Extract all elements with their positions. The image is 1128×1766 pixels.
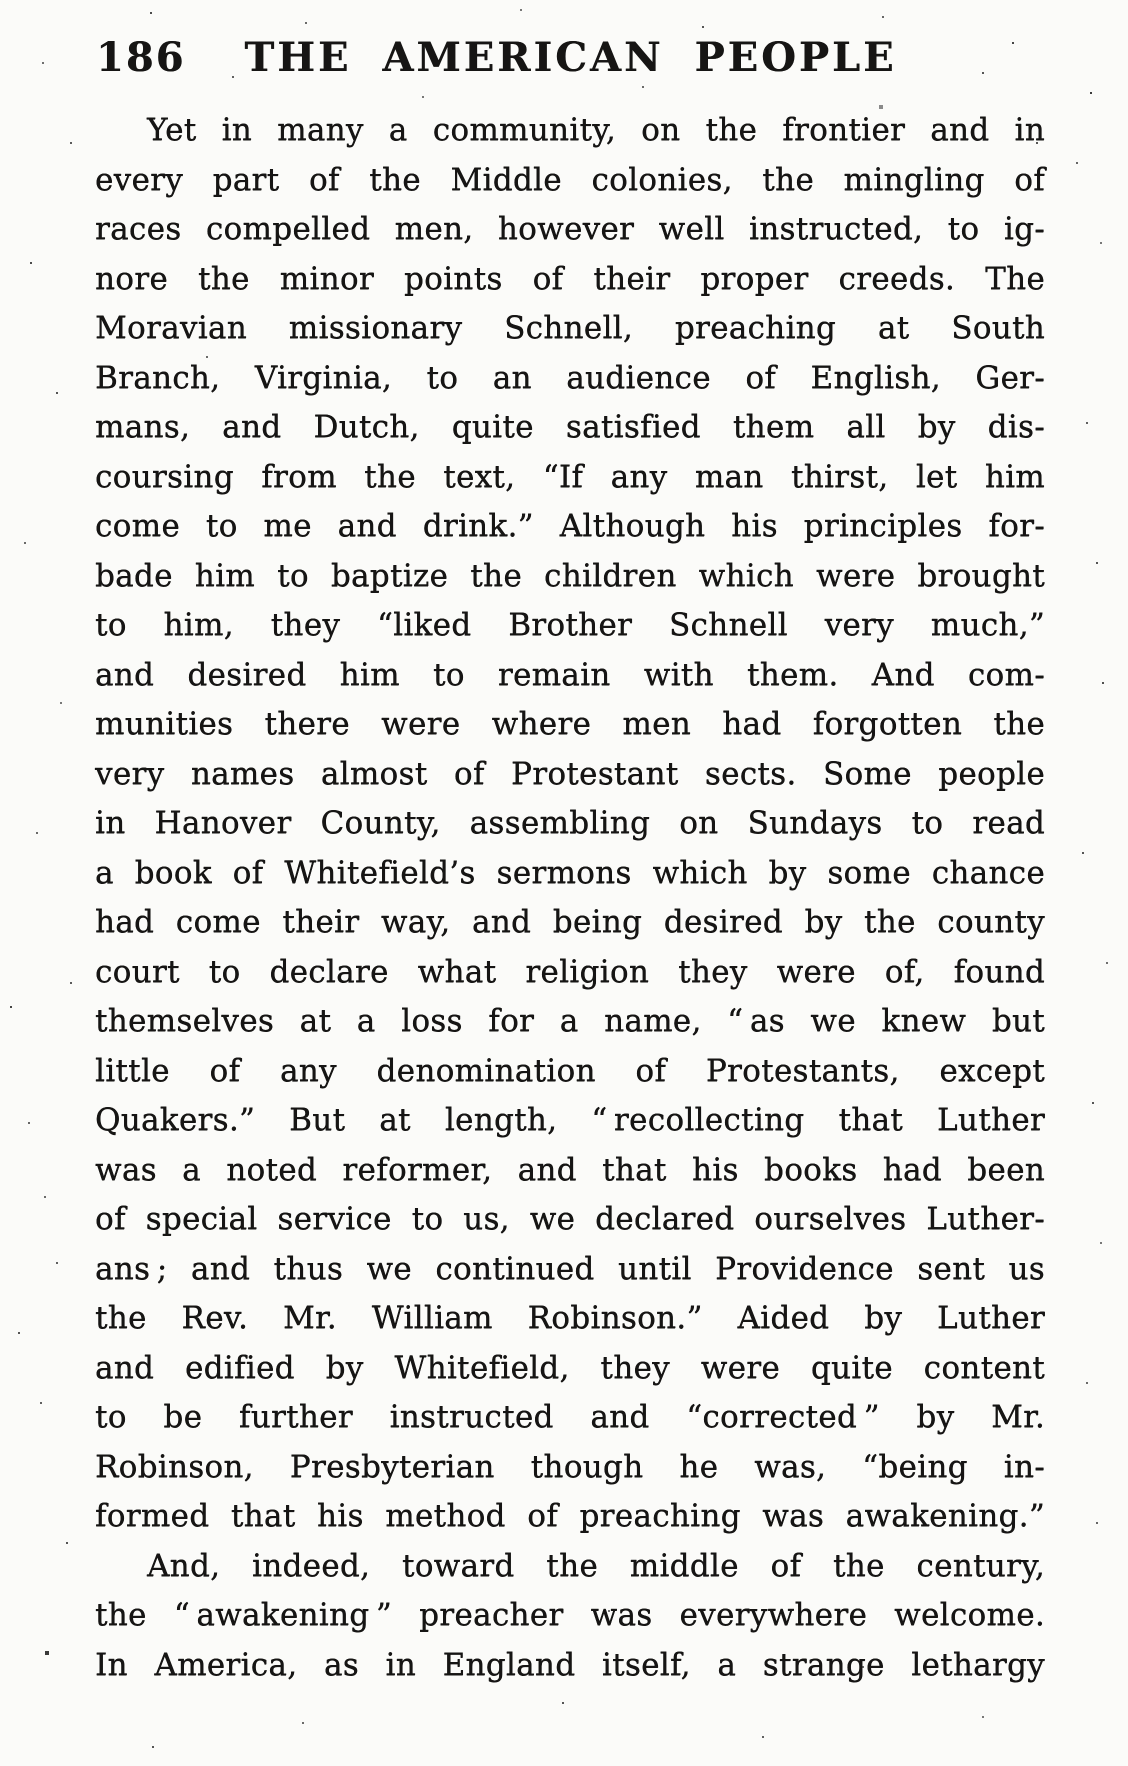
running-title: THE AMERICAN PEOPLE [244,34,897,81]
text-line: munities there were where men had forgotten the [95,706,1045,742]
text-line: every part of the Middle colonies, the mingling of [95,161,1045,198]
page-number: 186 [96,34,186,81]
text-line: to him, they “liked Brother Schnell very much,” [95,607,1045,643]
text-line: a book of Whitefield’s sermons which by some chance [95,854,1045,891]
text-line: nore the minor points of their proper creeds. The [95,260,1045,297]
text-line: Moravian missionary Schnell, preaching at South [95,310,1045,346]
text-line: had come their way, and being desired by the county [95,904,1045,940]
text-line: races compelled men, however well instructed, to ig- [95,211,1045,247]
text-line: Branch, Virginia, to an audience of English, Ger- [95,359,1045,396]
text-line: little of any denomination of Protestants, except [95,1052,1045,1089]
text-line: come to me and drink.” Although his principles for- [95,508,1045,544]
text-line: the Rev. Mr. William Robinson.” Aided by Luther [95,1300,1045,1336]
text-line: and edified by Whitefield, they were quite content [95,1349,1045,1386]
text-line: coursing from the text, “If any man thirst, let him [95,458,1045,495]
text-line: In America, as in England itself, a strange lethargy [95,1646,1045,1683]
text-line: of special service to us, we declared ourselves Luther- [95,1201,1045,1237]
text-line: Yet in many a community, on the frontier and in [147,112,1045,148]
text-line: ans ; and thus we continued until Providence sent us [95,1250,1045,1287]
text-line: Quakers.” But at length, “ recollecting that Luther [95,1102,1045,1138]
text-line: was a noted reformer, and that his books had been [95,1151,1045,1188]
text-line: Robinson, Presbyterian though he was, “being in- [95,1448,1045,1485]
text-line: And, indeed, toward the middle of the century, [147,1547,1045,1584]
text-line: bade him to baptize the children which were brought [95,557,1045,594]
page-text [95,106,1045,1690]
text-line: court to declare what religion they were of, found [95,953,1045,990]
text-line: to be further instructed and “corrected ” by Mr. [95,1399,1045,1435]
text-line: mans, and Dutch, quite satisfied them all by dis- [95,409,1045,445]
text-line: themselves at a loss for a name, “ as we knew but [95,1003,1045,1039]
text-line: in Hanover County, assembling on Sundays to read [95,805,1045,841]
text-line: very names almost of Protestant sects. Some people [95,755,1045,792]
text-line: and desired him to remain with them. And com- [95,656,1045,693]
text-line: formed that his method of preaching was awakening.” [95,1498,1045,1534]
text-line: the “ awakening ” preacher was everywhere welcome. [95,1597,1045,1633]
scan-noise [0,0,2,2]
page-header [0,30,1128,90]
